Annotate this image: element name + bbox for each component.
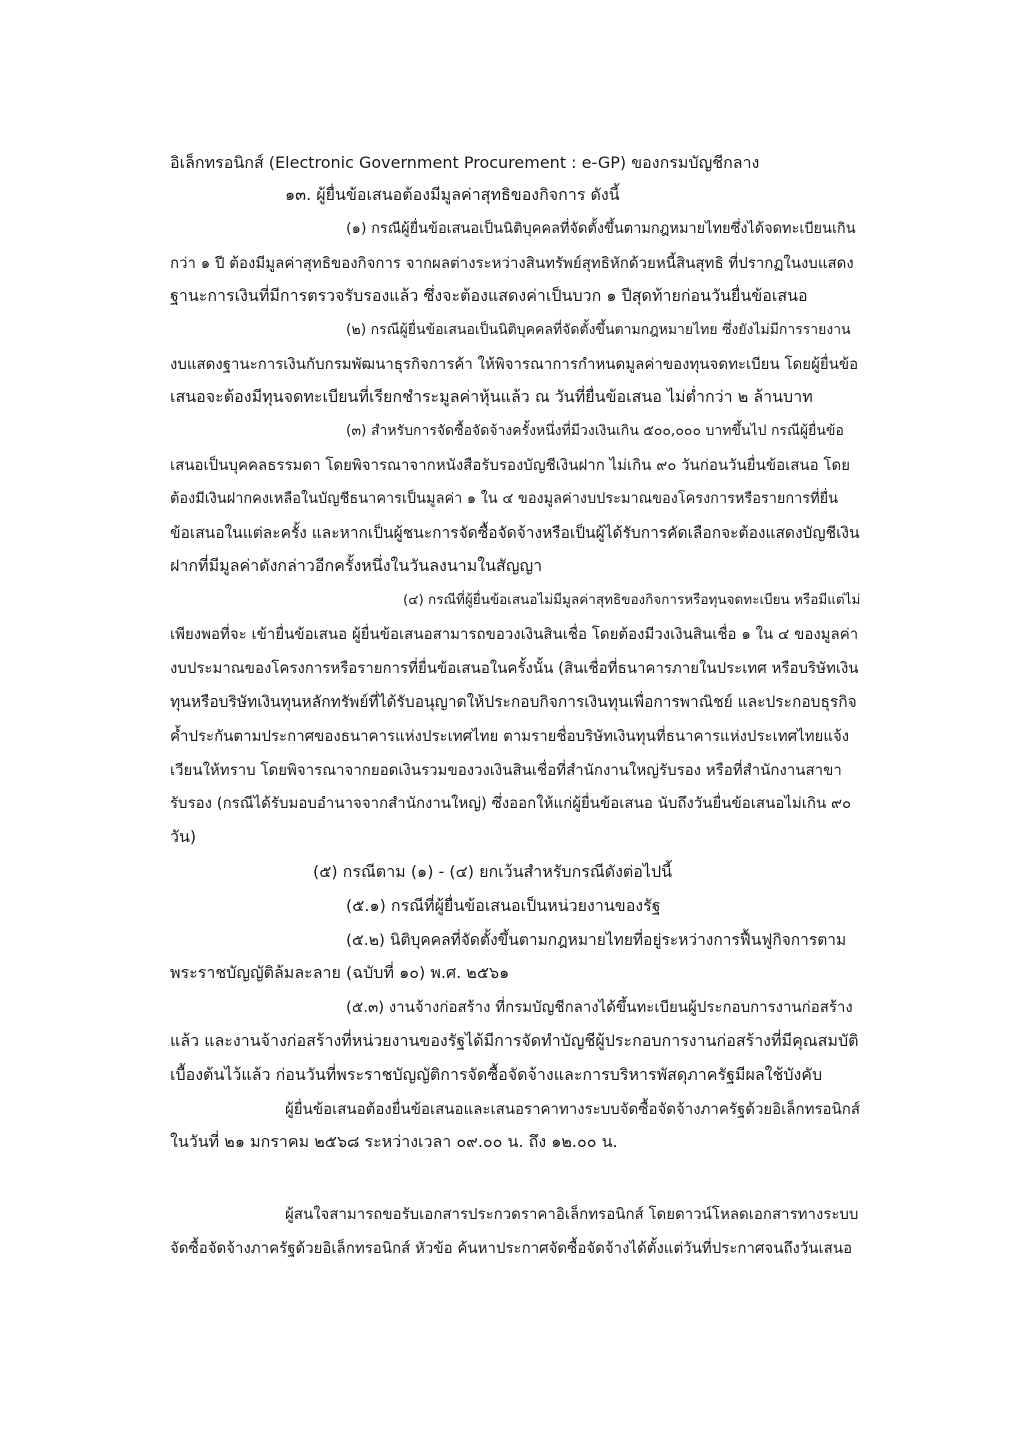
- paragraph-line: จัดซื้อจัดจ้างภาครัฐด้วยอิเล็กทรอนิกส์ หัวข้อ ค้นหาประกาศจัดซื้อจัดจ้างได้ตั้งแต่วันที่ประกาศจนถึงวันเสนอ: [170, 1239, 853, 1257]
- paragraph-line: เบื้องต้นไว้แล้ว ก่อนวันที่พระราชบัญญัติการจัดซื้อจัดจ้างและการบริหารพัสดุภาครัฐมีผลใช้บังคับ: [170, 1065, 823, 1084]
- paragraph-line: งบประมาณของโครงการหรือรายการที่ยื่นข้อเสนอในครั้งนั้น (สินเชื่อที่ธนาคารภายในประเทศ หรือบริษัทเงิน: [170, 659, 859, 677]
- paragraph-line: (๓) สำหรับการจัดซื้อจัดจ้างครั้งหนึ่งที่มีวงเงินเกิน ๕๐๐,๐๐๐ บาทขึ้นไป กรณีผู้ยื่นข้อ: [346, 423, 844, 439]
- paragraph-line: อิเล็กทรอนิกส์ (Electronic Government Procurement : e-GP) ของกรมบัญชีกลาง: [170, 153, 760, 172]
- paragraph-line: ค้ำประกันตามประกาศของธนาคารแห่งประเทศไทย ตามรายชื่อบริษัทเงินทุนที่ธนาคารแห่งประเทศไทยแจ้ง: [170, 727, 850, 745]
- paragraph-line: ผู้ยื่นข้อเสนอต้องยื่นข้อเสนอและเสนอราคาทางระบบจัดซื้อจัดจ้างภาครัฐด้วยอิเล็กทรอนิกส์: [285, 1100, 861, 1118]
- paragraph-line: เพียงพอที่จะ เข้ายื่นข้อเสนอ ผู้ยื่นข้อเสนอสามารถขอวงเงินสินเชื่อ โดยต้องมีวงเงินสินเชื่อ ๑ ใน ๔ ของมูลค่า: [170, 625, 859, 643]
- paragraph-line: เสนอเป็นบุคคลธรรมดา โดยพิจารณาจากหนังสือรับรองบัญชีเงินฝาก ไม่เกิน ๙๐ วันก่อนวันยื่นข้อเสนอ โดย: [170, 456, 851, 474]
- paragraph-line: ในวันที่ ๒๑ มกราคม ๒๕๖๘ ระหว่างเวลา ๐๙.๐๐ น. ถึง ๑๒.๐๐ น.: [170, 1132, 618, 1151]
- paragraph-line: (๕.๓) งานจ้างก่อสร้าง ที่กรมบัญชีกลางได้ขึ้นทะเบียนผู้ประกอบการงานก่อสร้าง: [346, 998, 853, 1016]
- paragraph-line: (๕.๒) นิติบุคคลที่จัดตั้งขึ้นตามกฎหมายไทยที่อยู่ระหว่างการฟื้นฟูกิจการตาม: [346, 931, 847, 949]
- paragraph-line: ผู้สนใจสามารถขอรับเอกสารประกวดราคาอิเล็กทรอนิกส์ โดยดาวน์โหลดเอกสารทางระบบ: [285, 1205, 859, 1223]
- paragraph-line: กว่า ๑ ปี ต้องมีมูลค่าสุทธิของกิจการ จากผลต่างระหว่างสินทรัพย์สุทธิหักด้วยหนี้สินสุทธิ ที่ปรากฏในงบแสดง: [170, 254, 854, 272]
- paragraph-line: รับรอง (กรณีได้รับมอบอำนาจจากสำนักงานใหญ่) ซึ่งออกให้แก่ผู้ยื่นข้อเสนอ นับถึงวันยื่นข้อเสนอไม่เกิน ๙๐: [170, 794, 852, 812]
- paragraph-line: (๕) กรณีตาม (๑) - (๔) ยกเว้นสำหรับกรณีดังต่อไปนี้: [313, 862, 673, 881]
- paragraph-line: (๔) กรณีที่ผู้ยื่นข้อเสนอไม่มีมูลค่าสุทธิของกิจการหรือทุนจดทะเบียน หรือมีแต่ไม่: [403, 592, 861, 608]
- paragraph-line: วัน): [170, 827, 197, 846]
- paragraph-line: เสนอจะต้องมีทุนจดทะเบียนที่เรียกชำระมูลค่าหุ้นแล้ว ณ วันที่ยื่นข้อเสนอ ไม่ต่ำกว่า ๒ ล้านบาท: [170, 387, 813, 406]
- paragraph-line: ฐานะการเงินที่มีการตรวจรับรองแล้ว ซึ่งจะต้องแสดงค่าเป็นบวก ๑ ปีสุดท้ายก่อนวันยื่นข้อเสนอ: [170, 286, 808, 305]
- paragraph-line: ฝากที่มีมูลค่าดังกล่าวอีกครั้งหนึ่งในวันลงนามในสัญญา: [170, 556, 543, 575]
- clause-heading: ๑๓. ผู้ยื่นข้อเสนอต้องมีมูลค่าสุทธิของกิจการ ดังนี้: [285, 185, 620, 204]
- paragraph-line: แล้ว และงานจ้างก่อสร้างที่หน่วยงานของรัฐได้มีการจัดทำบัญชีผู้ประกอบการงานก่อสร้างที่มีคุณสมบัติ: [170, 1031, 859, 1050]
- paragraph-line: ต้องมีเงินฝากคงเหลือในบัญชีธนาคารเป็นมูลค่า ๑ ใน ๔ ของมูลค่างบประมาณของโครงการหรือรายการที่ยื่น: [170, 491, 839, 507]
- paragraph-line: (๕.๑) กรณีที่ผู้ยื่นข้อเสนอเป็นหน่วยงานของรัฐ: [346, 896, 661, 915]
- paragraph-line: ข้อเสนอในแต่ละครั้ง และหากเป็นผู้ชนะการจัดซื้อจัดจ้างหรือเป็นผู้ได้รับการคัดเลือกจะต้องแสดงบัญชีเงิน: [170, 524, 860, 542]
- paragraph-line: (๑) กรณีผู้ยื่นข้อเสนอเป็นนิติบุคคลที่จัดตั้งขึ้นตามกฎหมายไทยซึ่งได้จดทะเบียนเกิน: [346, 221, 856, 237]
- paragraph-line: พระราชบัญญัติล้มละลาย (ฉบับที่ ๑๐) พ.ศ. ๒๕๖๑: [170, 963, 510, 982]
- paragraph-line: (๒) กรณีผู้ยื่นข้อเสนอเป็นนิติบุคคลที่จัดตั้งขึ้นตามกฎหมายไทย ซึ่งยังไม่มีการรายงาน: [346, 322, 851, 338]
- paragraph-line: เวียนให้ทราบ โดยพิจารณาจากยอดเงินรวมของวงเงินสินเชื่อที่สำนักงานใหญ่รับรอง หรือที่สำนักงานสาขา: [170, 761, 842, 779]
- paragraph-line: ทุนหรือบริษัทเงินทุนหลักทรัพย์ที่ได้รับอนุญาตให้ประกอบกิจการเงินทุนเพื่อการพาณิชย์ และประกอบธุรกิจ: [170, 693, 857, 711]
- paragraph-line: งบแสดงฐานะการเงินกับกรมพัฒนาธุรกิจการค้า ให้พิจารณาการกำหนดมูลค่าของทุนจดทะเบียน โดยผู้ยื่นข้อ: [170, 355, 859, 373]
